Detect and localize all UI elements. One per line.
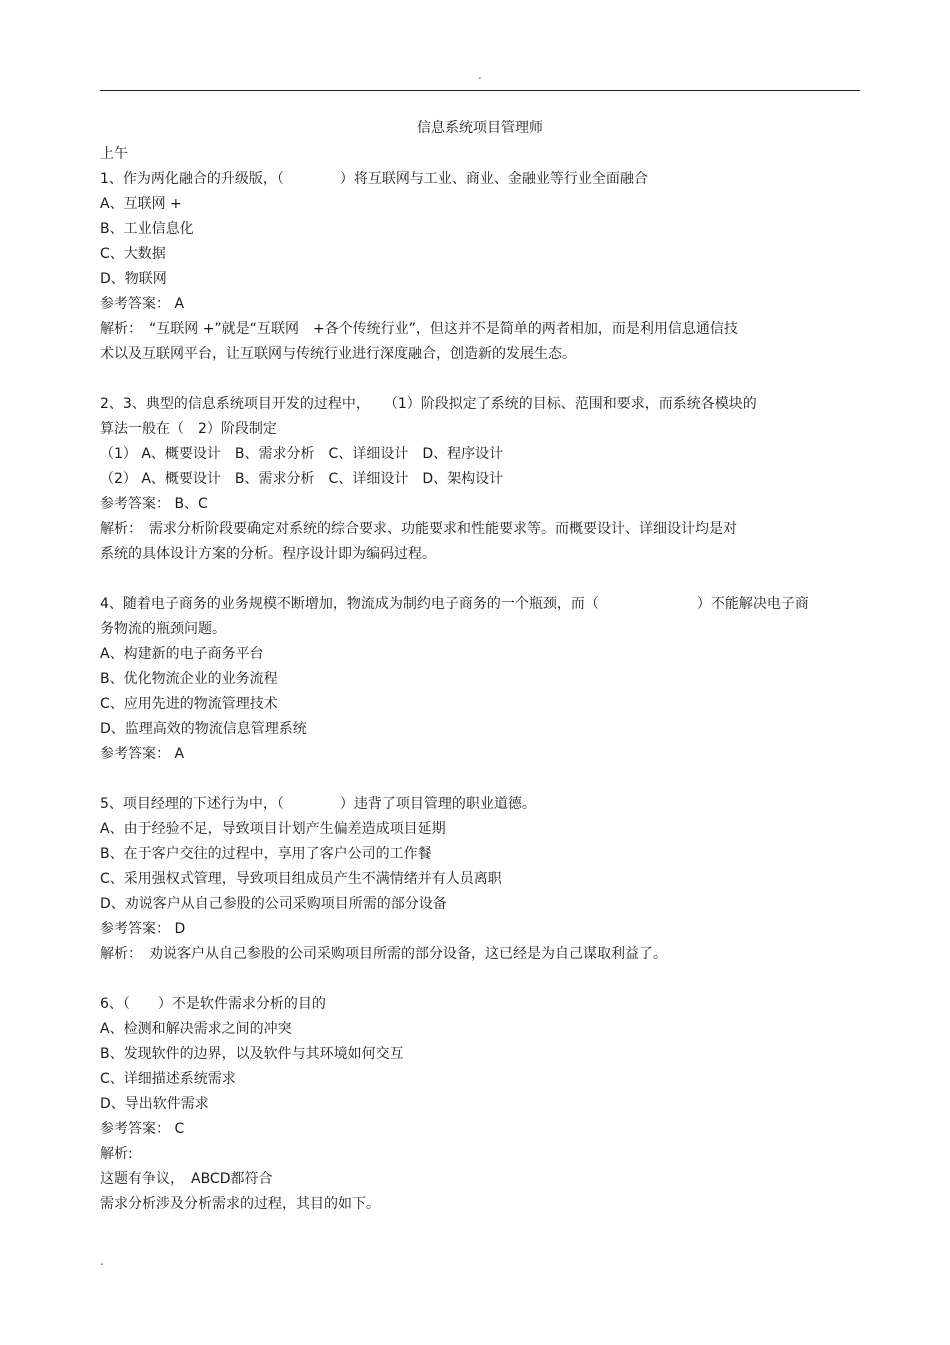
page-footer-mark: . <box>100 1254 104 1268</box>
question-5-analysis: 解析： 劝说客户从自己参股的公司采购项目所需的部分设备，这已经是为自己谋取利益了。 <box>100 946 667 962</box>
question-6-option-b: B、发现软件的边界，以及软件与其环境如何交互 <box>100 1046 404 1062</box>
spacer <box>100 367 860 392</box>
question-6-option-c: C、详细描述系统需求 <box>100 1071 236 1087</box>
question-5-option-b: B、在于客户交往的过程中，享用了客户公司的工作餐 <box>100 846 432 862</box>
question-1-answer: 参考答案： A <box>100 296 185 312</box>
page-header-mark: . <box>478 68 482 82</box>
question-4-option-c: C、应用先进的物流管理技术 <box>100 696 278 712</box>
question-1-analysis-line-2: 术以及互联网平台，让互联网与传统行业进行深度融合，创造新的发展生态。 <box>100 346 576 362</box>
document-title: 信息系统项目管理师 <box>417 120 543 136</box>
question-2-stem-line-2: 算法一般在（ 2）阶段制定 <box>100 421 277 437</box>
header-rule <box>100 90 860 91</box>
session-label: 上午 <box>100 146 128 162</box>
question-5-option-c: C、采用强权式管理，导致项目组成员产生不满情绪并有人员离职 <box>100 871 502 887</box>
spacer <box>100 967 860 992</box>
question-4-stem-line-1: 4、随着电子商务的业务规模不断增加，物流成为制约电子商务的一个瓶颈，而（ ）不能解决电子商 <box>100 596 809 612</box>
question-5-option-a: A、由于经验不足，导致项目计划产生偏差造成项目延期 <box>100 821 446 837</box>
question-4-option-d: D、监理高效的物流信息管理系统 <box>100 721 307 737</box>
question-2-analysis-line-1: 解析： 需求分析阶段要确定对系统的综合要求、功能要求和性能要求等。而概要设计、详细设计均是对 <box>100 521 737 537</box>
question-6-answer: 参考答案： C <box>100 1121 185 1137</box>
question-4-answer: 参考答案： A <box>100 746 185 762</box>
question-2-stem-line-1: 2、3、典型的信息系统项目开发的过程中， （1）阶段拟定了系统的目标、范围和要求，而系统各模块的 <box>100 396 757 412</box>
question-2-options-1: （1） A、概要设计 B、需求分析 C、详细设计 D、程序设计 <box>100 446 504 462</box>
question-6-analysis-line-2: 需求分析涉及分析需求的过程，其目的如下。 <box>100 1196 380 1212</box>
question-1-option-b: B、工业信息化 <box>100 221 194 237</box>
spacer <box>100 567 860 592</box>
question-1-option-a: A、互联网 + <box>100 196 182 212</box>
question-6-analysis-line-1: 这题有争议， ABCD都符合 <box>100 1171 273 1187</box>
question-5-stem: 5、项目经理的下述行为中，（ ）违背了项目管理的职业道德。 <box>100 796 536 812</box>
question-1-stem: 1、作为两化融合的升级版，（ ）将互联网与工业、商业、金融业等行业全面融合 <box>100 171 648 187</box>
document-body <box>100 142 860 1217</box>
question-5-answer: 参考答案： D <box>100 921 186 937</box>
question-6-option-d: D、导出软件需求 <box>100 1096 209 1112</box>
question-1-option-c: C、大数据 <box>100 246 166 262</box>
question-6-stem: 6、（ ）不是软件需求分析的目的 <box>100 996 326 1012</box>
question-5-option-d: D、劝说客户从自己参股的公司采购项目所需的部分设备 <box>100 896 447 912</box>
question-1-option-d: D、物联网 <box>100 271 167 287</box>
question-1-analysis-line-1: 解析： “互联网 +”就是“互联网 +各个传统行业”，但这并不是简单的两者相加，而是利用信息通信技 <box>100 321 738 337</box>
spacer <box>100 767 860 792</box>
question-4-option-b: B、优化物流企业的业务流程 <box>100 671 278 687</box>
question-4-stem-line-2: 务物流的瓶颈问题。 <box>100 621 226 637</box>
question-2-options-2: （2） A、概要设计 B、需求分析 C、详细设计 D、架构设计 <box>100 471 504 487</box>
question-4-option-a: A、构建新的电子商务平台 <box>100 646 264 662</box>
question-2-analysis-line-2: 系统的具体设计方案的分析。程序设计即为编码过程。 <box>100 546 436 562</box>
question-6-option-a: A、检测和解决需求之间的冲突 <box>100 1021 292 1037</box>
question-2-answer: 参考答案： B、C <box>100 496 208 512</box>
question-6-analysis-label: 解析: <box>100 1146 133 1162</box>
